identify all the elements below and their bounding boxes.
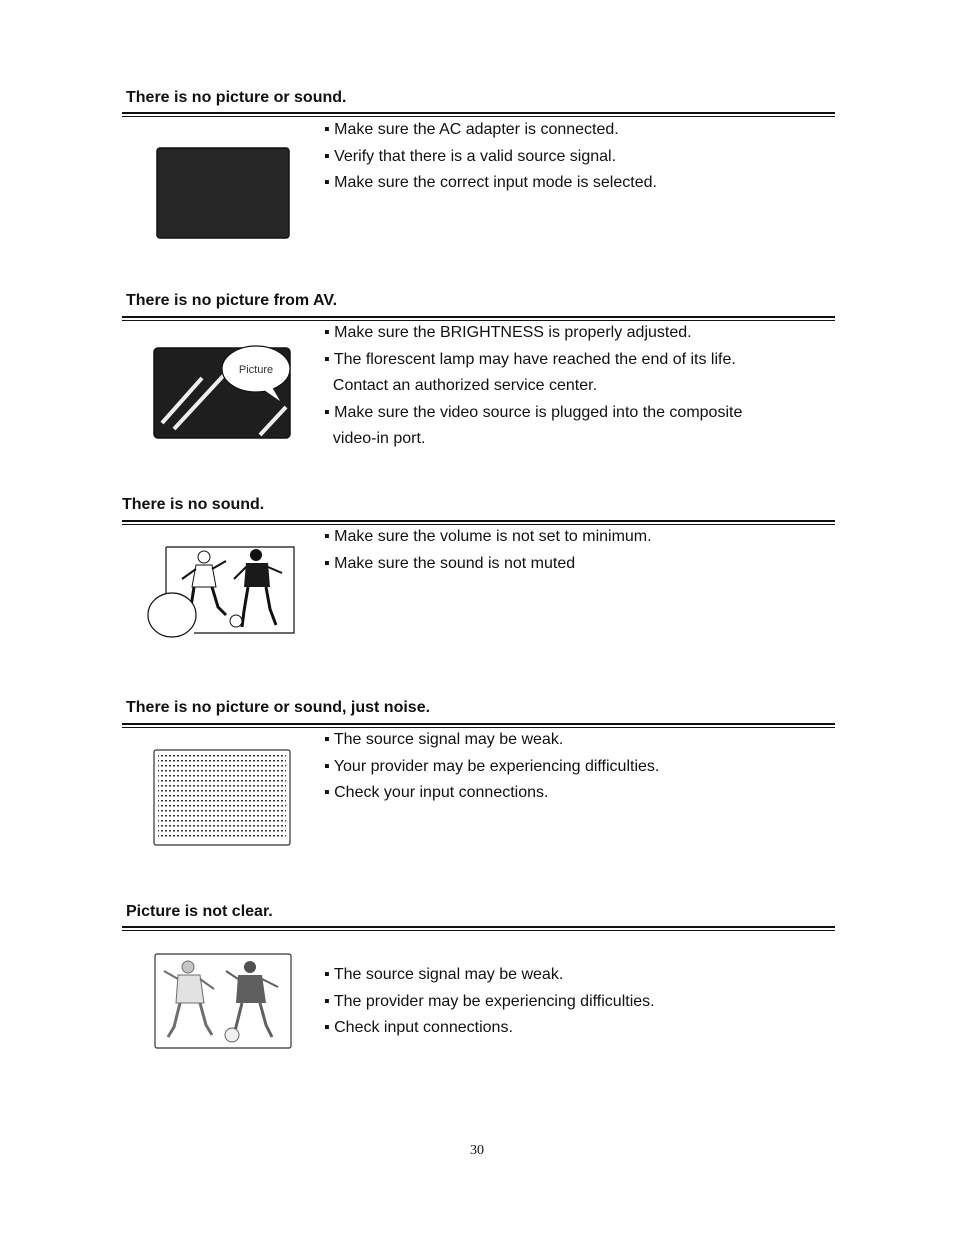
section-picture-not-clear (122, 902, 835, 1036)
list-item: ▪ The florescent lamp may have reached the end of its life. (324, 350, 736, 368)
list-item: ▪ Make sure the AC adapter is connected. (324, 121, 619, 138)
bubble-label: Picture (238, 364, 274, 376)
list-item: ▪ Make sure the video source is plugged into the composite (324, 403, 743, 421)
bullet-list (324, 117, 657, 197)
soccer-players-speech-bubble-icon (146, 543, 296, 645)
page-number: 30 (470, 1143, 484, 1158)
black-screen-icon (156, 146, 292, 241)
list-item: ▪ Make sure the sound is not muted (324, 554, 576, 572)
screen-with-picture-bubble-icon (152, 343, 294, 443)
heading-rule (122, 926, 835, 931)
list-item: ▪ Your provider may be experiencing difficulties. (324, 757, 660, 775)
section-heading: Picture is not clear. (126, 903, 273, 920)
list-item: video-in port. (324, 430, 426, 447)
list-item: ▪ Make sure the BRIGHTNESS is properly adjusted. (324, 324, 692, 341)
section-no-sound (122, 495, 835, 572)
section-no-picture-or-sound (122, 88, 835, 191)
list-item: Contact an authorized service center. (324, 377, 598, 394)
list-item: ▪ Make sure the correct input mode is selected. (324, 174, 657, 191)
bullet-list (324, 524, 652, 577)
list-item: ▪ Verify that there is a valid source signal. (324, 147, 617, 165)
list-item: ▪ Check input connections. (324, 1019, 513, 1036)
section-no-picture-from-av (122, 291, 835, 447)
list-item: ▪ The source signal may be weak. (324, 966, 564, 983)
section-heading: There is no picture or sound, just noise. (126, 699, 431, 716)
section-heading: There is no sound. (122, 496, 265, 513)
list-item: ▪ Check your input connections. (324, 784, 549, 801)
blurry-soccer-players-icon (154, 953, 294, 1051)
section-no-picture-or-sound-noise (122, 698, 835, 801)
bullet-list (324, 320, 742, 453)
section-heading: There is no picture or sound. (126, 89, 347, 106)
bullet-list (324, 727, 659, 807)
bullet-list (324, 962, 655, 1042)
section-heading: There is no picture from AV. (126, 292, 338, 309)
list-item: ▪ Make sure the volume is not set to minimum. (324, 528, 652, 545)
list-item: ▪ The source signal may be weak. (324, 731, 564, 748)
static-noise-screen-icon (153, 749, 293, 849)
list-item: ▪ The provider may be experiencing difficulties. (324, 992, 655, 1010)
